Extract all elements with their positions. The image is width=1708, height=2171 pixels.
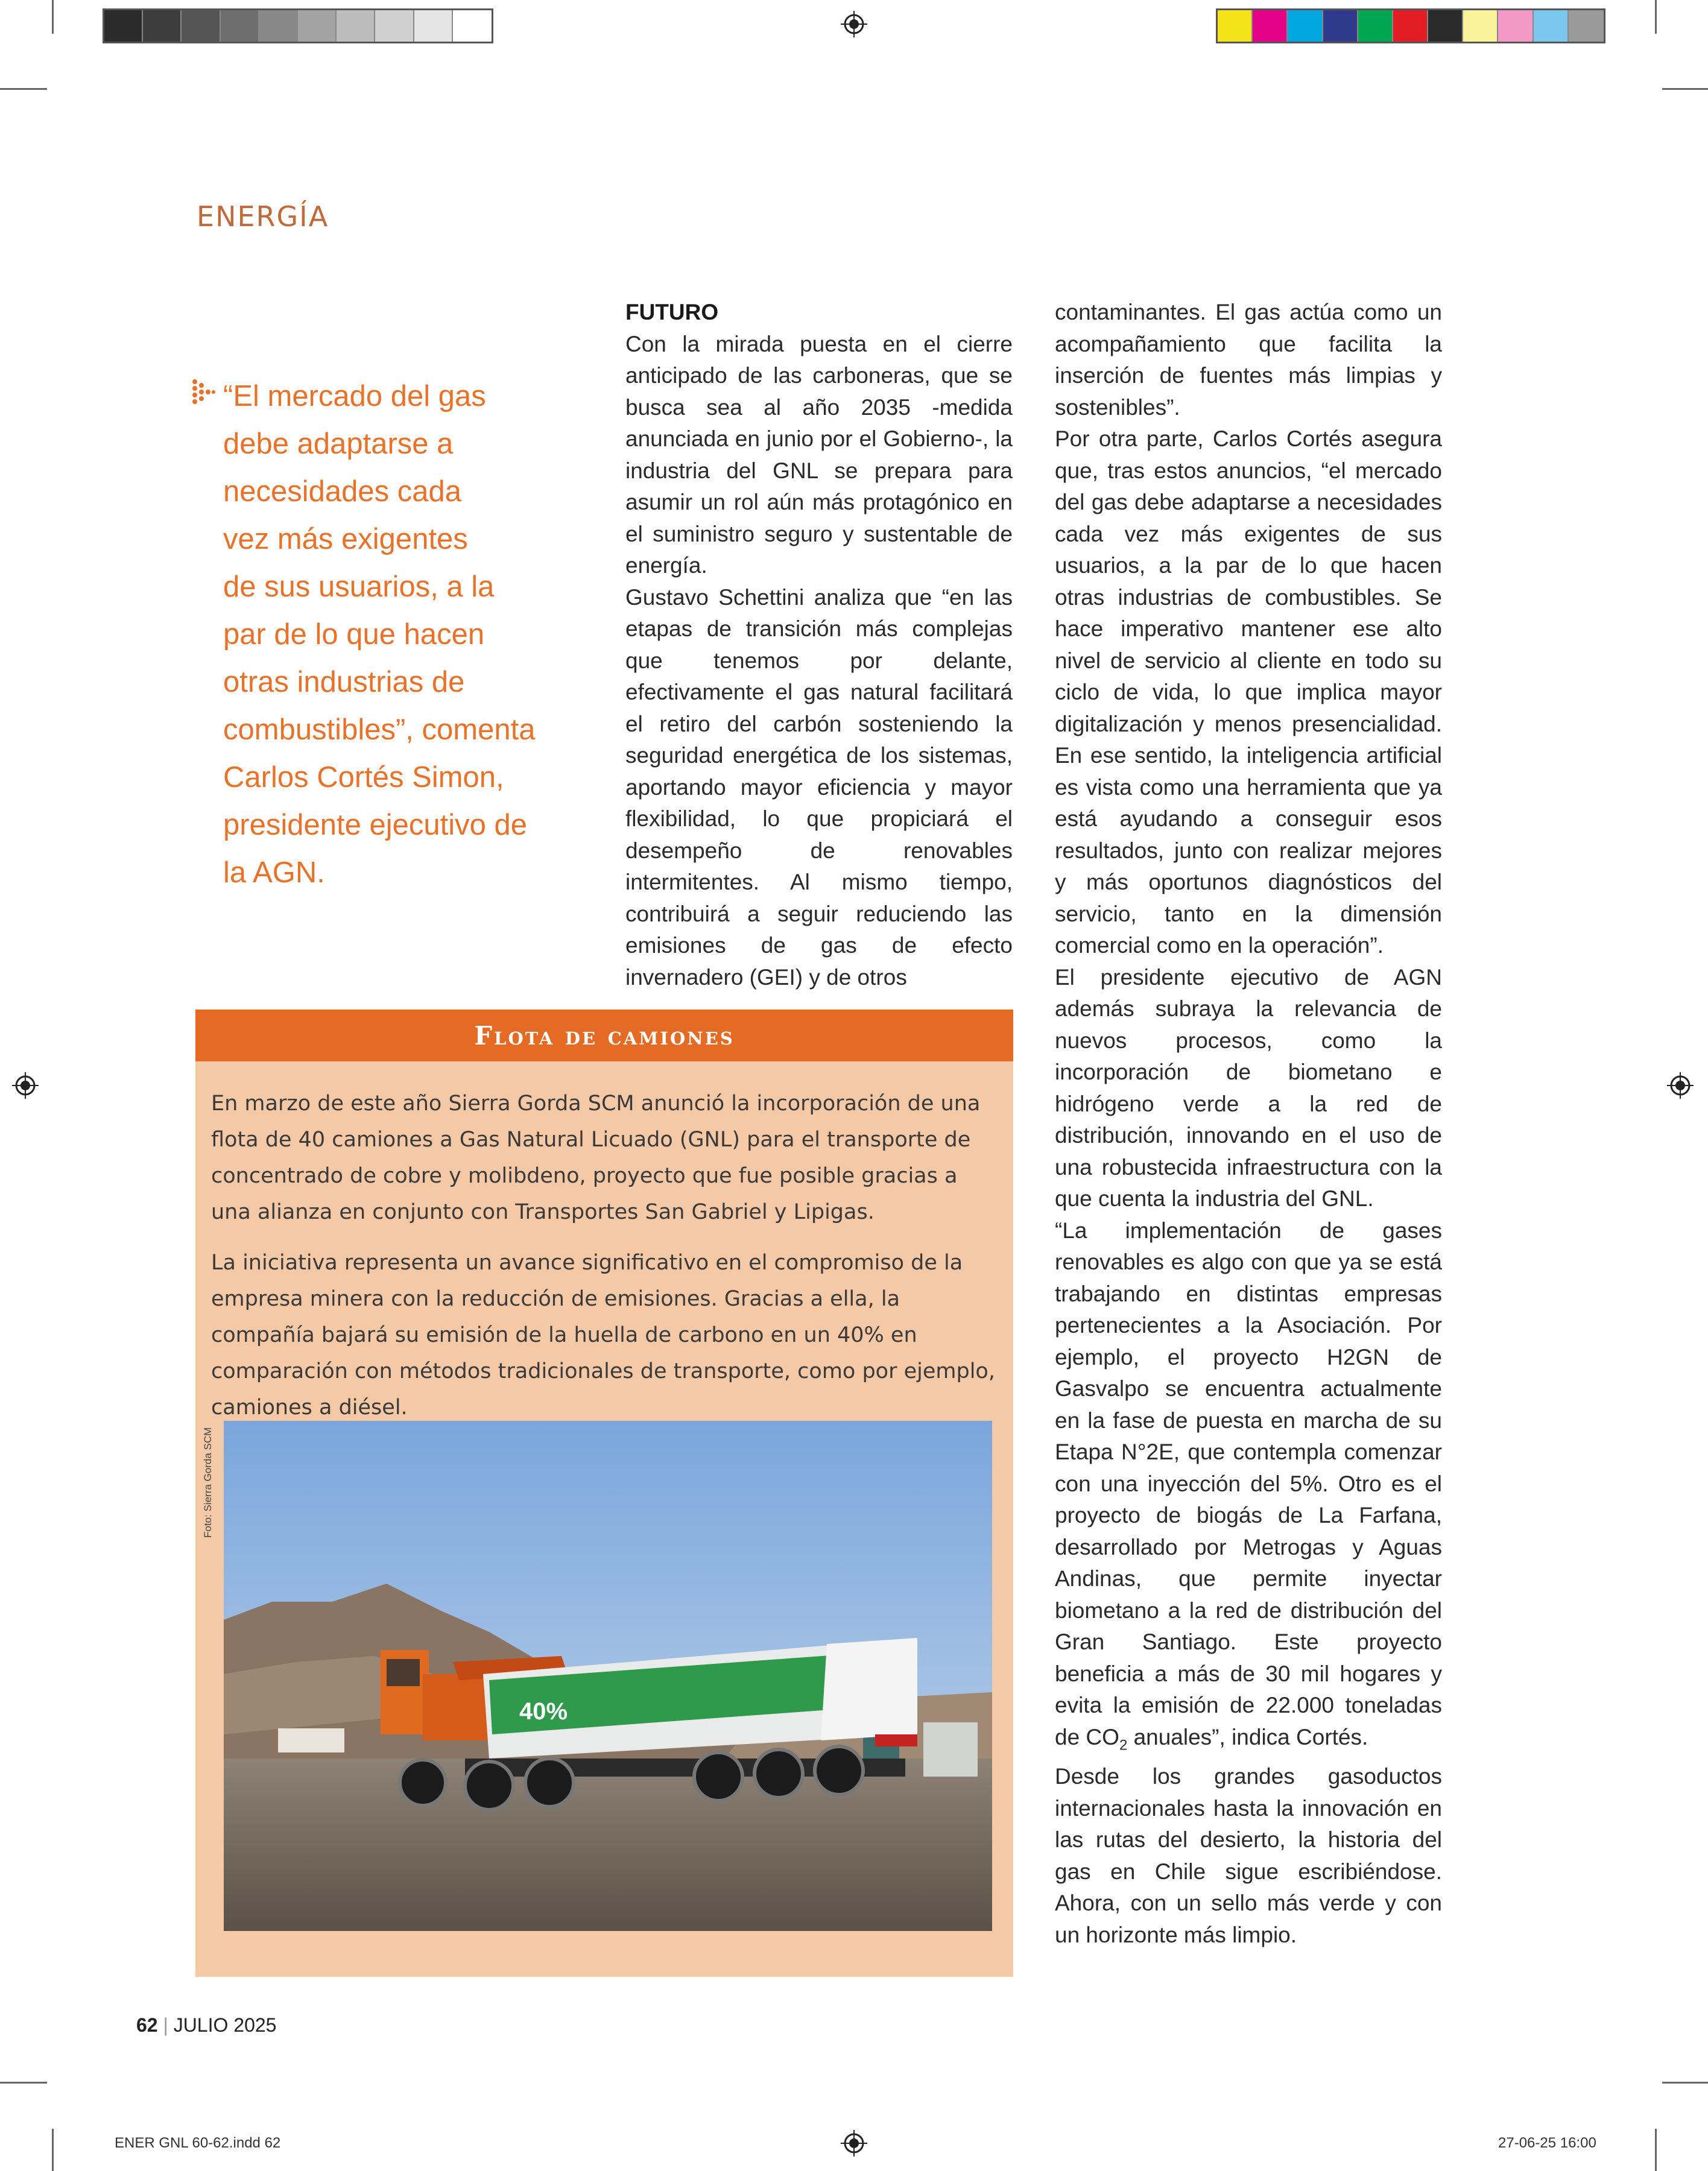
color-swatch xyxy=(1569,10,1604,42)
color-swatch xyxy=(143,10,182,42)
article-paragraph: Gustavo Schettini analiza que “en las etapas de transición más complejas que tenemos por delante, efectivamente el gas natural facilitará el retiro del carbón sosteniendo la seguridad energética de los sistemas, aportando mayor eficiencia y mayor flexibilidad, lo que propiciará el desempeño de renovables intermitentes. Al mismo tiempo, contribuirá a seguir reduciendo las emisiones de gas de efecto invernadero (GEI) y de otros xyxy=(625,584,1013,990)
registration-mark-icon xyxy=(841,11,867,37)
article-column-middle xyxy=(625,297,1013,993)
article-paragraph: Con la mirada puesta en el cierre anticipado de las carboneras, que se busca sea al año 2035 -medida anunciada en junio por el Gobierno-, la industria del GNL se prepara para asumir un rol aún más protagónico en el suministro seguro y sustentable de energía. xyxy=(625,331,1013,578)
color-swatch xyxy=(1253,10,1288,42)
pull-quote-line: otras industrias de xyxy=(223,666,465,698)
article-subhead: FUTURO xyxy=(625,300,719,324)
page-number: 62 xyxy=(136,2014,158,2036)
color-swatch xyxy=(221,10,259,42)
photo-credit-text: Foto: Sierra Gorda SCM xyxy=(202,1427,214,1538)
article-paragraph: contaminantes. El gas actúa como un acompañamiento que facilita la inserción de fuentes más limpias y sostenibles”. xyxy=(1055,300,1442,420)
color-swatch xyxy=(1358,10,1393,42)
article-text: “La implementación de gases renovables es algo con que ya se está trabajando en distintas empresas pertenecientes a la Asociación. Por ejemplo, el proyecto H2GN de Gasvalpo se encuentra actualmente en la fase de puesta en marcha de su Etapa N°2E, que contempla comenzar con una inyección del 5%. Otro es el proyecto de biogás de La Farfana, desarrollado por Metrogas y Aguas Andinas, que permite inyectar biometano a la red de distribución del Gran Santiago. Este proyecto beneficia a más de 30 mil hogares y evita la emisión de 22.000 toneladas de CO xyxy=(1055,1218,1442,1749)
crop-mark xyxy=(52,2129,54,2171)
article-column-right xyxy=(1055,297,1442,1951)
crop-mark xyxy=(0,88,47,90)
article-text: anuales”, indica Cortés. xyxy=(1127,1724,1368,1749)
color-swatch xyxy=(375,10,414,42)
color-swatch xyxy=(298,10,337,42)
color-swatch xyxy=(453,10,492,42)
color-swatch xyxy=(1288,10,1323,42)
pull-quote-line: presidente ejecutivo de xyxy=(223,809,527,841)
sidebar-paragraph: La iniciativa representa un avance significativo en el compromiso de la empresa minera con la reducción de emisiones. Gracias a ella, la compañía bajará su emisión de la huella de carbono en un 40% en comparación con métodos tradicionales de transporte, como por ejemplo, camiones a diésel. xyxy=(211,1251,995,1420)
truck-label: 40% xyxy=(519,1698,568,1725)
article-paragraph: Desde los grandes gasoductos internacionales hasta la innovación en las rutas del desierto, la historia del gas en Chile sigue escribiéndose. Ahora, con un sello más verde y con un horizonte más limpio. xyxy=(1055,1764,1442,1947)
section-title: ENERGÍA xyxy=(197,200,329,233)
crop-mark xyxy=(0,2082,47,2084)
registration-mark-icon xyxy=(841,2130,867,2157)
pull-quote-line: de sus usuarios, a la xyxy=(223,570,495,603)
pull-quote-line: par de lo que hacen xyxy=(223,618,485,651)
color-swatch xyxy=(337,10,375,42)
color-swatch xyxy=(1323,10,1358,42)
grayscale-color-bar xyxy=(103,8,493,43)
pull-quote-line: “El mercado del gas xyxy=(223,380,486,412)
crop-mark xyxy=(1655,0,1657,34)
color-swatch xyxy=(1393,10,1428,42)
crop-mark xyxy=(1662,2082,1708,2084)
print-timestamp: 27-06-25 16:00 xyxy=(1498,2135,1596,2151)
article-paragraph: Por otra parte, Carlos Cortés asegura que, tras estos anuncios, “el mercado del gas debe adaptarse a necesidades cada vez más exigentes de sus usuarios, a la par de lo que hacen otras industrias de combustibles. Se hace imperativo mantener ese alto nivel de servicio al cliente en todo su ciclo de vida, lo que implica mayor digitalización y menos presencialidad. En ese sentido, la inteligencia artificial es vista como una herramienta que ya está ayudando a conseguir esos resultados, junto con realizar mejores y más oportunos diagnósticos del servicio, tanto en la dimensión comercial como en la operación”. xyxy=(1055,426,1442,958)
file-slug: ENER GNL 60-62.indd 62 xyxy=(115,2135,281,2151)
crop-mark xyxy=(1662,88,1708,90)
color-swatch xyxy=(104,10,143,42)
color-swatch xyxy=(259,10,298,42)
article-paragraph: El presidente ejecutivo de AGN además subraya la relevancia de nuevos procesos, como la incorporación de biometano e hidrógeno verde a la red de distribución, innovando en el uso de una robustecida infraestructura con la que cuenta la industria del GNL. xyxy=(1055,964,1442,1211)
sidebar-title: Flota de camiones xyxy=(195,1010,1013,1061)
quote-dots-icon xyxy=(192,379,216,406)
crop-mark xyxy=(52,0,54,34)
registration-mark-icon xyxy=(1667,1072,1694,1099)
crop-mark xyxy=(1655,2129,1657,2171)
pull-quote-line: combustibles”, comenta xyxy=(223,713,536,746)
folio-divider: | xyxy=(163,2014,168,2036)
pull-quote-line: vez más exigentes xyxy=(223,523,468,555)
color-swatch xyxy=(1534,10,1569,42)
color-swatch xyxy=(1498,10,1533,42)
truck-photo xyxy=(224,1421,992,1931)
pull-quote-line: debe adaptarse a xyxy=(223,428,454,460)
color-swatch xyxy=(182,10,220,42)
color-swatch xyxy=(1218,10,1253,42)
pull-quote xyxy=(223,373,585,897)
pull-quote-line: Carlos Cortés Simon, xyxy=(223,761,504,794)
pull-quote-line: necesidades cada xyxy=(223,475,462,508)
process-color-bar xyxy=(1216,8,1605,43)
registration-mark-icon xyxy=(12,1072,39,1099)
color-swatch xyxy=(414,10,453,42)
pull-quote-line: la AGN. xyxy=(223,856,325,889)
subscript-2: 2 xyxy=(1119,1736,1128,1753)
article-paragraph xyxy=(1055,1215,1442,1762)
color-swatch xyxy=(1428,10,1463,42)
issue-date: JULIO 2025 xyxy=(173,2014,277,2036)
sidebar-paragraph: En marzo de este año Sierra Gorda SCM anunció la incorporación de una flota de 40 camiones a Gas Natural Licuado (GNL) para el transporte de concentrado de cobre y molibdeno, proyecto que fue posible gracias a una alianza en conjunto con Transportes San Gabriel y Lipigas. xyxy=(211,1092,981,1224)
photo-credit xyxy=(194,1417,218,1538)
color-swatch xyxy=(1463,10,1498,42)
page-folio xyxy=(136,2014,276,2037)
